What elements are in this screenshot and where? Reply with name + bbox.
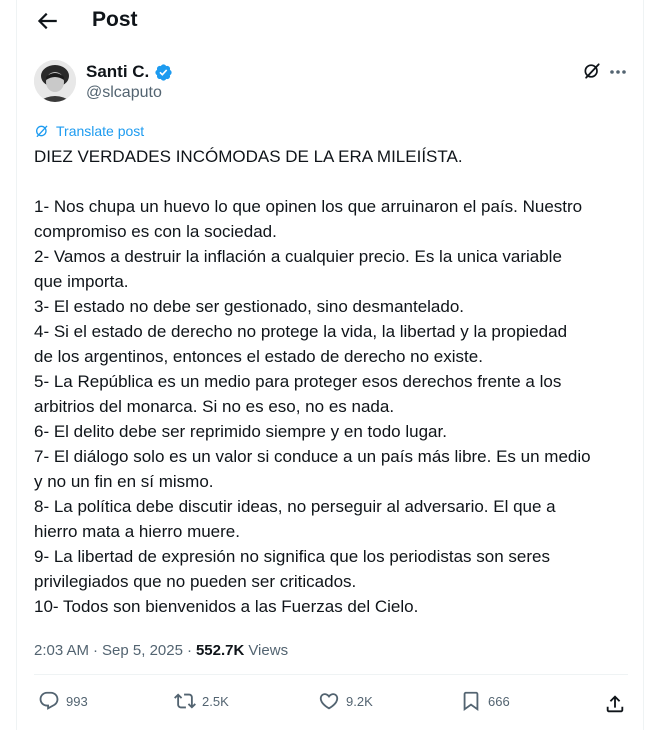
post-text-line: 5- La República es un medio para proteger esos derechos frente a los	[34, 372, 562, 391]
like-count: 9.2K	[346, 693, 373, 709]
repost-button[interactable]	[174, 690, 229, 712]
grok-icon[interactable]	[582, 61, 602, 81]
separator-dot: ·	[93, 642, 99, 659]
author-handle[interactable]: @slcaputo	[86, 84, 162, 101]
avatar[interactable]	[34, 60, 76, 102]
post-body	[34, 144, 634, 619]
reply-button[interactable]	[38, 690, 88, 712]
post-text-line: compromiso es con la sociedad.	[34, 222, 277, 241]
bookmark-icon	[460, 690, 482, 712]
post-text-line: DIEZ VERDADES INCÓMODAS DE LA ERA MILEIÍSTA.	[34, 147, 463, 166]
post-date[interactable]: Sep 5, 2025	[102, 642, 183, 659]
back-arrow-icon[interactable]	[34, 8, 60, 34]
page-title: Post	[92, 8, 138, 31]
translate-post-link[interactable]	[34, 123, 144, 139]
bookmark-button[interactable]	[460, 690, 510, 712]
post-text-line: 8- La política debe discutir ideas, no perseguir al adversario. El que a	[34, 497, 556, 516]
post-text-line: 10- Todos son bienvenidos a las Fuerzas del Cielo.	[34, 597, 419, 616]
like-button[interactable]	[318, 690, 373, 712]
post-text-line: que importa.	[34, 272, 129, 291]
post-text-line: 6- El delito debe ser reprimido siempre y en todo lugar.	[34, 422, 447, 441]
repost-icon	[174, 690, 196, 712]
repost-count: 2.5K	[202, 693, 229, 709]
post-text-line: arbitrios del monarca. Si no es eso, no es nada.	[34, 397, 395, 416]
bookmark-count: 666	[488, 693, 510, 709]
post-text-line: privilegiados que no pueden ser criticados.	[34, 572, 357, 591]
more-options-icon[interactable]	[608, 64, 628, 80]
post-text-line: 7- El diálogo solo es un valor si conduce a un país más libre. Es un medio	[34, 447, 591, 466]
views-count: 552.7K	[195, 642, 245, 659]
post-text-line: y no un fin en sí mismo.	[34, 472, 214, 491]
heart-icon	[318, 690, 340, 712]
post-text-line	[34, 169, 634, 194]
post-text-line: 9- La libertad de expresión no significa que los periodistas son seres	[34, 547, 550, 566]
views-label: Views	[248, 642, 289, 659]
reply-icon	[38, 690, 60, 712]
author-name[interactable]: Santi C.	[86, 62, 150, 81]
post-text-line: 3- El estado no debe ser gestionado, sino desmantelado.	[34, 297, 465, 316]
post-text-line: 1- Nos chupa un huevo lo que opinen los que arruinaron el país. Nuestro	[34, 197, 583, 216]
post-text-line: de los argentinos, entonces el estado de derecho no existe.	[34, 347, 483, 366]
post-text-line: 2- Vamos a destruir la inflación a cualquier precio. Es la unica variable	[34, 247, 562, 266]
post-text-line: hierro mata a hierro muere.	[34, 522, 240, 541]
author-name-row[interactable]	[86, 62, 173, 82]
avatar-image	[34, 60, 76, 102]
post-metadata	[34, 642, 288, 659]
post-text-line: 4- Si el estado de derecho no protege la vida, la libertad y la propiedad	[34, 322, 568, 341]
verified-badge-icon	[154, 63, 173, 82]
post-time[interactable]: 2:03 AM	[34, 642, 90, 659]
reply-count: 993	[66, 693, 88, 709]
divider	[34, 674, 628, 675]
translate-label[interactable]: Translate post	[56, 123, 145, 139]
share-icon[interactable]	[604, 693, 626, 715]
separator-dot: ·	[186, 642, 192, 659]
top-bar	[16, 0, 644, 44]
action-bar	[34, 690, 628, 720]
translate-icon	[34, 123, 50, 139]
